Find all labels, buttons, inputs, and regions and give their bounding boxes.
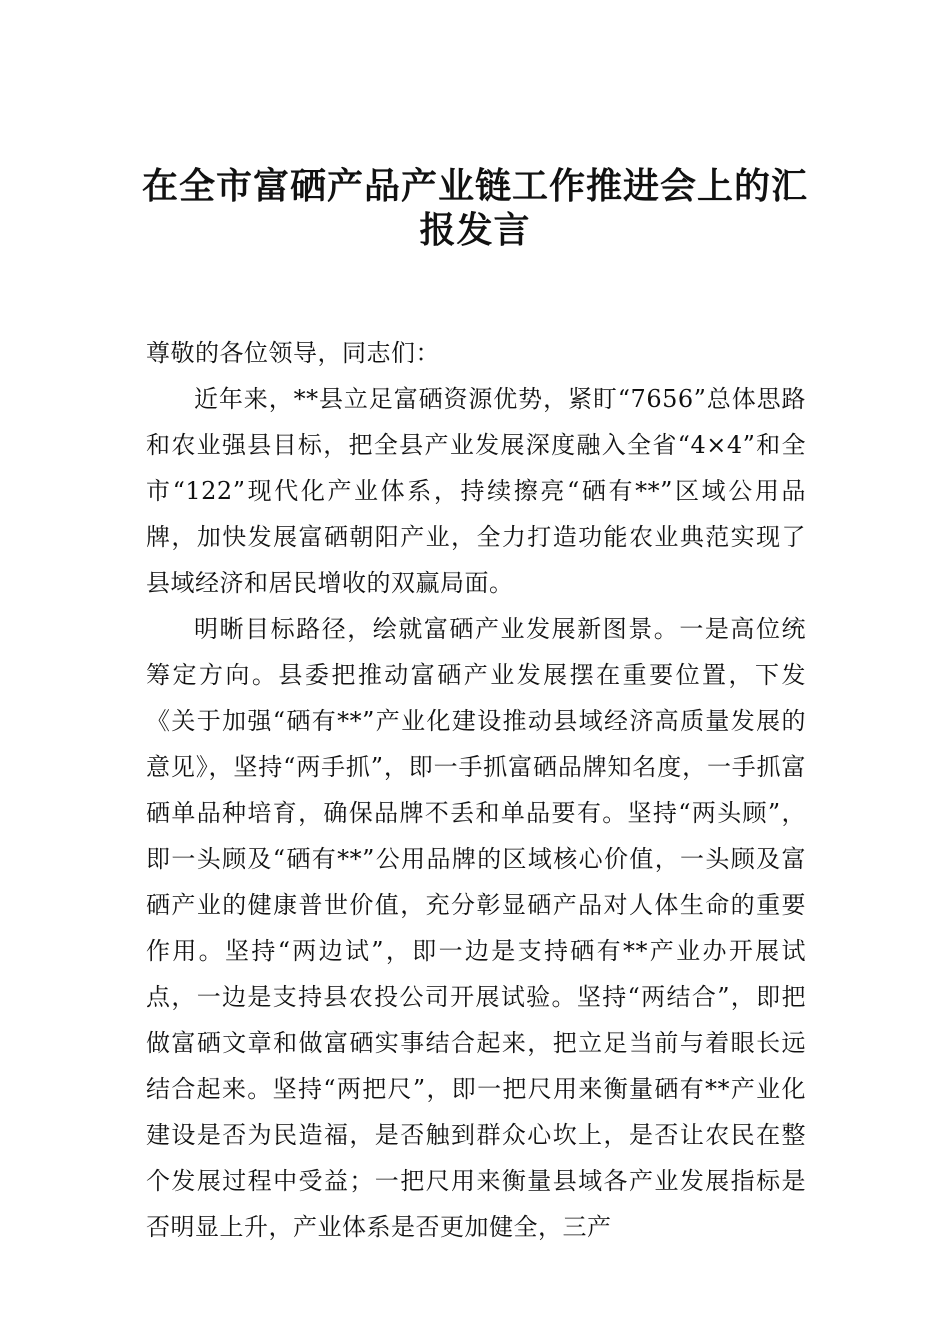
paragraph-intro: 近年来，**县立足富硒资源优势，紧盯“7656”总体思路和农业强县目标，把全县产业发展深度融入全省“4×4”和全市“122”现代化产业体系，持续擦亮“硒有**”区域公用品牌，加快发展富硒朝阳产业，全力打造功能农业典范实现了县域经济和居民增收的双赢局面。 [146,385,806,597]
document-body [146,330,806,1250]
paragraph-goals: 明晰目标路径，绘就富硒产业发展新图景。一是高位统筹定方向。县委把推动富硒产业发展摆在重要位置，下发《关于加强“硒有**”产业化建设推动县域经济高质量发展的意见》，坚持“两手抓”，即一手抓富硒品牌知名度，一手抓富硒单品种培育，确保品牌不丢和单品要有。坚持“两头顾”，即一头顾及“硒有**”公用品牌的区域核心价值，一头顾及富硒产业的健康普世价值，充分彰显硒产品对人体生命的重要作用。坚持“两边试”，即一边是支持硒有**产业办开展试点，一边是支持县农投公司开展试验。坚持“两结合”，即把做富硒文章和做富硒实事结合起来，把立足当前与着眼长远结合起来。坚持“两把尺”，即一把尺用来衡量硒有**产业化建设是否为民造福，是否触到群众心坎上，是否让农民在整个发展过程中受益；一把尺用来衡量县域各产业发展指标是否明显上升，产业体系是否更加健全，三产 [146,615,806,1241]
document-title-line-2: 报发言 [419,209,531,251]
salutation: 尊敬的各位领导，同志们： [146,339,440,367]
document-title-line-1: 在全市富硒产品产业链工作推进会上的汇 [141,165,808,207]
